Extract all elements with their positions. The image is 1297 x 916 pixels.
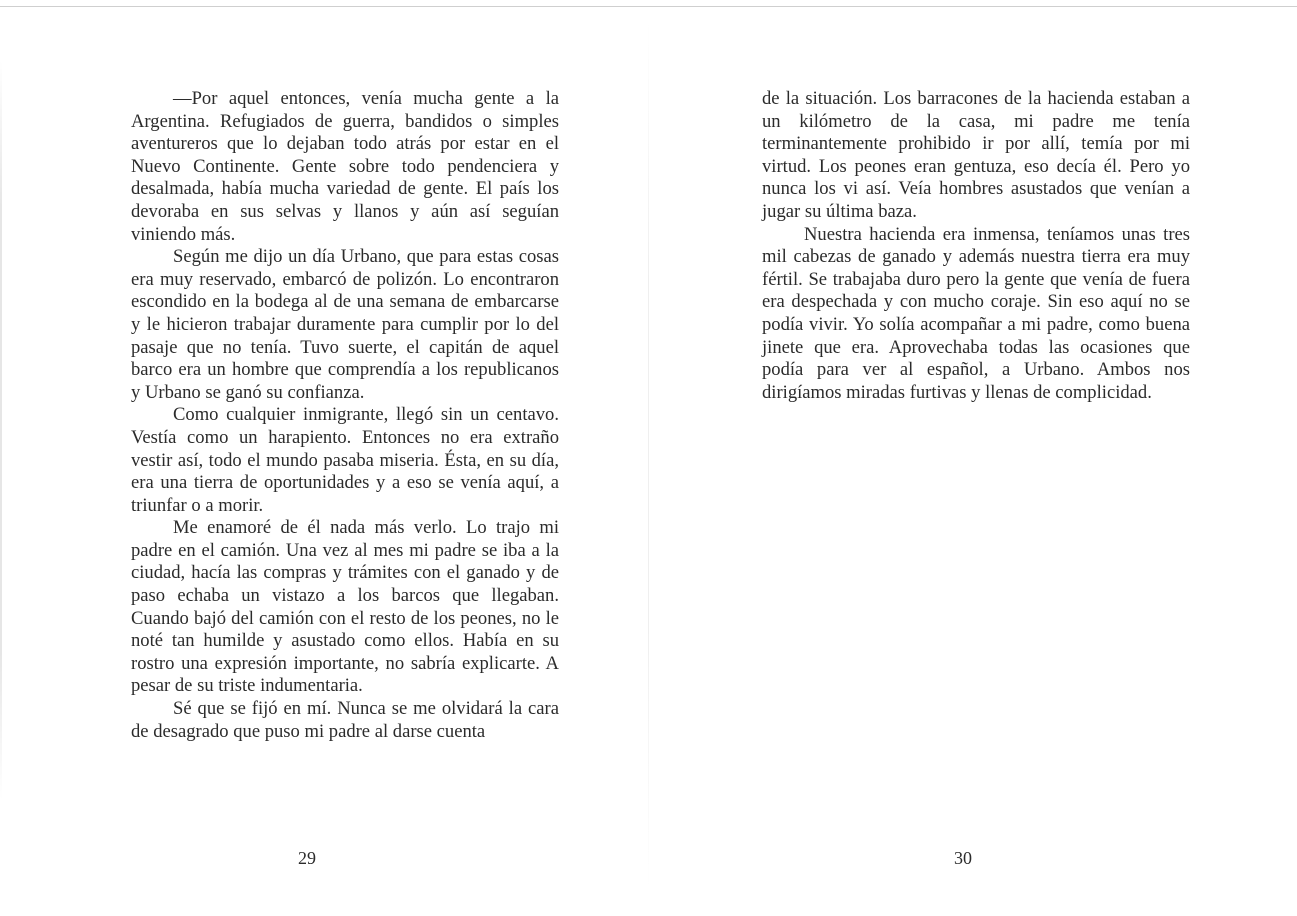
left-paragraph-1: —Por aquel entonces, venía mucha gente a la Argentina. Refugiados de guerra, bandidos o simples aventureros que lo dejaban todo atrás por estar en el Nuevo Continente. Gente sobre todo pendenciera y desalmada, había mucha variedad de gente. El país los devoraba en sus selvas y llanos y aún así seguían viniendo más. <box>131 88 559 245</box>
right-paragraph-2: Nuestra hacienda era inmensa, teníamos unas tres mil cabezas de ganado y además nuestra tierra era muy fértil. Se trabajaba duro pero la gente que venía de fuera era despechada y con mucho coraje. Sin eso aquí no se podía vivir. Yo solía acompañar a mi padre, como buena jinete que era. Aprovechaba todas las ocasiones que podía para ver al español, a Urbano. Ambos nos dirigíamos miradas furtivas y llenas de complicidad. <box>762 223 1190 403</box>
scan-left-edge <box>0 60 2 800</box>
left-page <box>131 88 559 743</box>
scan-top-edge <box>0 6 1297 7</box>
page-number-right: 30 <box>954 848 972 868</box>
left-paragraph-2: Según me dijo un día Urbano, que para estas cosas era muy reservado, embarcó de polizón. Lo encontraron escondido en la bodega al de una semana de embarcarse y le hicieron trabajar duramente para cumplir por lo del pasaje que no tenía. Tuvo suerte, el capitán de aquel barco era un hombre que comprendía a los republicanos y Urbano se ganó su confianza. <box>131 246 559 403</box>
left-paragraph-4: Me enamoré de él nada más verlo. Lo trajo mi padre en el camión. Una vez al mes mi padre se iba a la ciudad, hacía las compras y trámites con el ganado y de paso echaba un vistazo a los barcos que llegaban. Cuando bajó del camión con el resto de los peones, no le noté tan humilde y asustado como ellos. Había en su rostro una expresión importante, no sabría explicarte. A pesar de su triste indumentaria. <box>131 517 559 697</box>
left-paragraph-3: Como cualquier inmigrante, llegó sin un centavo. Vestía como un harapiento. Entonces no era extraño vestir así, todo el mundo pasaba miseria. Ésta, en su día, era una tierra de oportunidades y a eso se venía aquí, a triunfar o a morir. <box>131 404 559 516</box>
right-page <box>762 88 1190 404</box>
left-paragraph-5: Sé que se fijó en mí. Nunca se me olvidará la cara de desagrado que puso mi padre al darse cuenta <box>131 698 559 742</box>
page-number-left: 29 <box>298 848 316 868</box>
book-gutter <box>648 20 649 890</box>
right-paragraph-1: de la situación. Los barracones de la hacienda estaban a un kilómetro de la casa, mi padre me tenía terminantemente prohibido ir por allí, temía por mi virtud. Los peones eran gentuza, eso decía él. Pero yo nunca los vi así. Veía hombres asustados que venían a jugar su última baza. <box>762 88 1190 222</box>
